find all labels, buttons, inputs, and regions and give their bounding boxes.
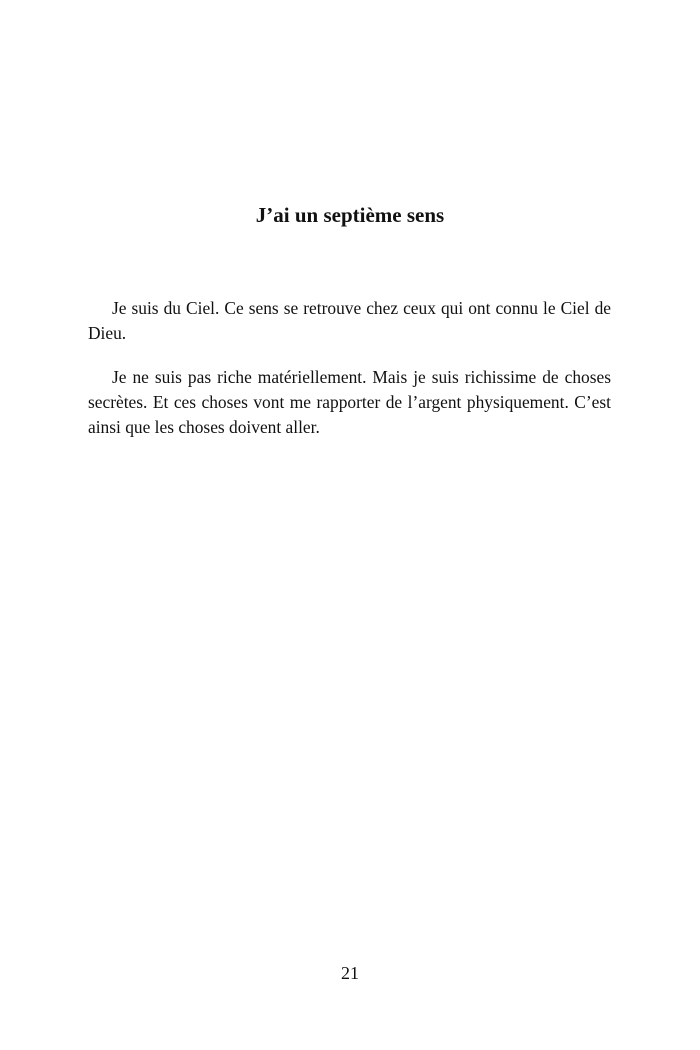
paragraph: Je ne suis pas riche matériellement. Mais je suis richissime de choses secrètes. Et ces choses vont me rapporter de l’argent physiquement. C’est ainsi que les choses doivent aller. [88,367,611,437]
body-text [88,296,611,459]
paragraph: Je suis du Ciel. Ce sens se retrouve chez ceux qui ont connu le Ciel de Dieu. [88,298,611,343]
chapter-title: J’ai un septième sens [255,203,445,227]
page-number: 21 [341,963,359,983]
